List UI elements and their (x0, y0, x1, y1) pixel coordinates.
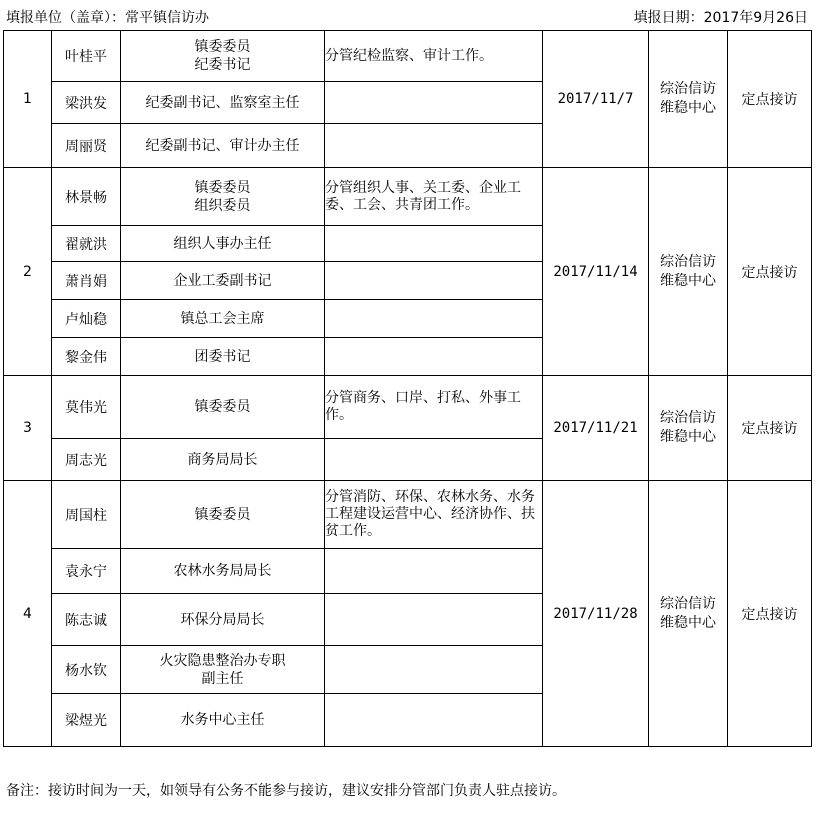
leader-name: 周志光 (52, 439, 121, 481)
leader-position: 团委书记 (121, 338, 325, 376)
leader-position: 镇委委员 组织委员 (121, 168, 325, 226)
leader-name: 梁洪发 (52, 82, 121, 124)
leader-name: 黎金伟 (52, 338, 121, 376)
leader-name: 袁永宁 (52, 549, 121, 594)
leader-position: 商务局局长 (121, 439, 325, 481)
group-number: 4 (4, 481, 52, 747)
leader-name: 萧肖娟 (52, 262, 121, 300)
leader-position: 企业工委副书记 (121, 262, 325, 300)
leader-name: 翟就洪 (52, 226, 121, 262)
leader-name: 陈志诚 (52, 594, 121, 646)
leader-position: 火灾隐患整治办专职 副主任 (121, 646, 325, 694)
reception-method: 定点接访 (728, 376, 812, 481)
table-row (4, 168, 812, 226)
reception-schedule-table (3, 30, 812, 747)
duty-description (325, 439, 543, 481)
leader-name: 卢灿稳 (52, 300, 121, 338)
table-row (4, 376, 812, 439)
table-row (4, 481, 812, 549)
leader-position: 镇总工会主席 (121, 300, 325, 338)
leader-position: 镇委委员 (121, 376, 325, 439)
duty-description (325, 646, 543, 694)
reception-location: 综治信访 维稳中心 (649, 168, 728, 376)
duty-description (325, 124, 543, 168)
leader-position: 环保分局局长 (121, 594, 325, 646)
duty-description: 分管商务、口岸、打私、外事工作。 (325, 376, 543, 439)
duty-description (325, 594, 543, 646)
footnote: 备注：接访时间为一天，如领导有公务不能参与接访，建议安排分管部门负责人驻点接访。 (6, 783, 566, 799)
duty-description (325, 694, 543, 747)
leader-name: 周国柱 (52, 481, 121, 549)
duty-description (325, 226, 543, 262)
group-number: 2 (4, 168, 52, 376)
group-number: 3 (4, 376, 52, 481)
leader-position: 镇委委员 (121, 481, 325, 549)
leader-name: 杨水钦 (52, 646, 121, 694)
table-row (4, 31, 812, 82)
reporting-unit: 填报单位（盖章）：常平镇信访办 (6, 10, 209, 26)
reception-date: 2017/11/28 (543, 481, 649, 747)
reception-location: 综治信访 维稳中心 (649, 481, 728, 747)
report-header (0, 0, 816, 30)
reception-method: 定点接访 (728, 31, 812, 168)
duty-description (325, 82, 543, 124)
reception-location: 综治信访 维稳中心 (649, 376, 728, 481)
reception-method: 定点接访 (728, 481, 812, 747)
leader-position: 组织人事办主任 (121, 226, 325, 262)
reception-method: 定点接访 (728, 168, 812, 376)
duty-description (325, 549, 543, 594)
leader-position: 农林水务局局长 (121, 549, 325, 594)
leader-name: 林景畅 (52, 168, 121, 226)
leader-position: 纪委副书记、监察室主任 (121, 82, 325, 124)
leader-name: 叶桂平 (52, 31, 121, 82)
duty-description: 分管组织人事、关工委、企业工委、工会、共青团工作。 (325, 168, 543, 226)
group-number: 1 (4, 31, 52, 168)
duty-description: 分管纪检监察、审计工作。 (325, 31, 543, 82)
duty-description: 分管消防、环保、农林水务、水务工程建设运营中心、经济协作、扶贫工作。 (325, 481, 543, 549)
leader-name: 周丽贤 (52, 124, 121, 168)
reception-date: 2017/11/21 (543, 376, 649, 481)
leader-name: 莫伟光 (52, 376, 121, 439)
reception-date: 2017/11/14 (543, 168, 649, 376)
reception-date: 2017/11/7 (543, 31, 649, 168)
leader-name: 梁煜光 (52, 694, 121, 747)
reception-location: 综治信访 维稳中心 (649, 31, 728, 168)
duty-description (325, 262, 543, 300)
leader-position: 纪委副书记、审计办主任 (121, 124, 325, 168)
duty-description (325, 338, 543, 376)
report-date: 填报日期：2017年9月26日 (633, 10, 808, 26)
leader-position: 镇委委员 纪委书记 (121, 31, 325, 82)
duty-description (325, 300, 543, 338)
leader-position: 水务中心主任 (121, 694, 325, 747)
